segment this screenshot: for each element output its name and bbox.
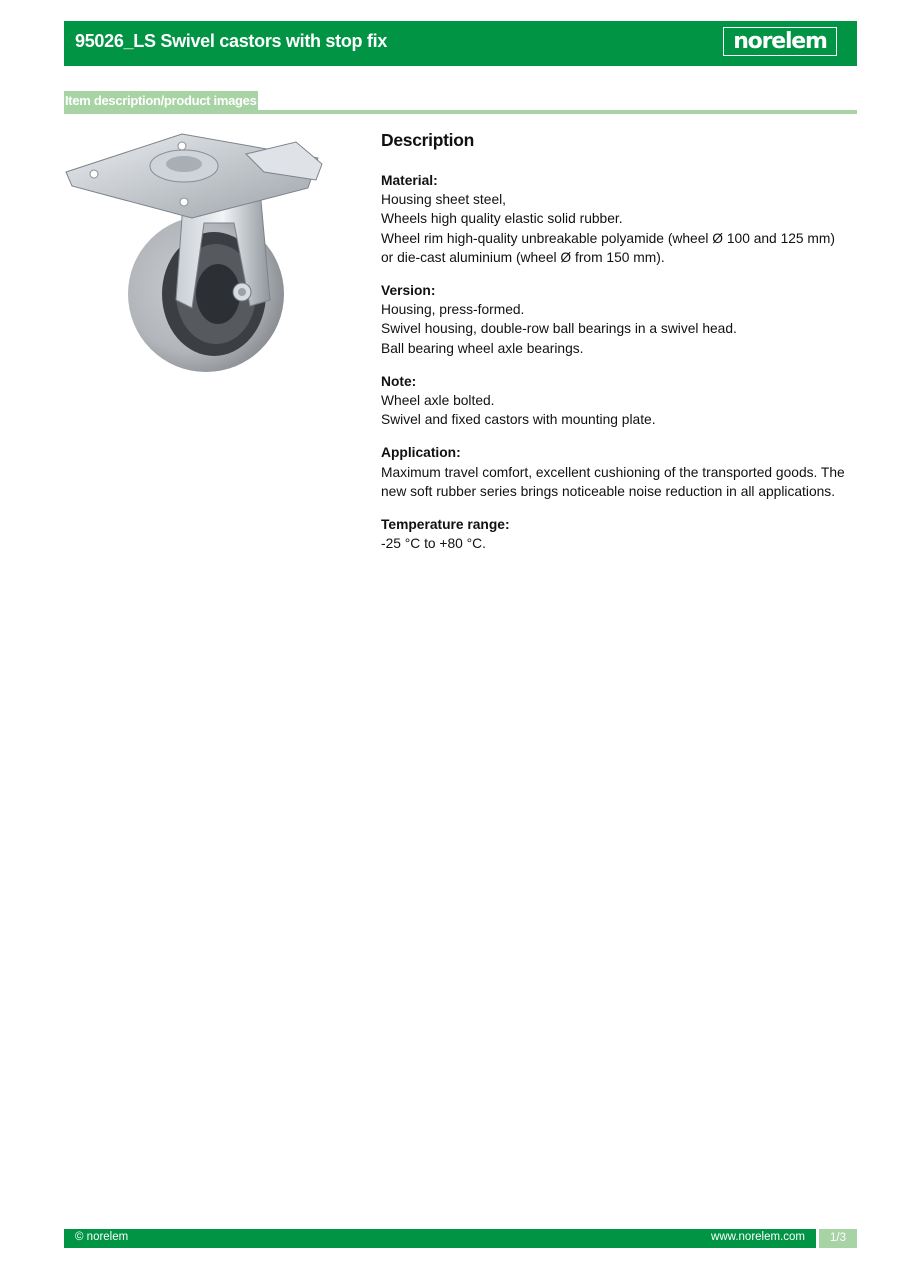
temperature-heading: Temperature range: <box>381 517 510 533</box>
footer-bar <box>64 1229 816 1248</box>
description-heading: Description <box>381 130 474 150</box>
version-line: Housing, press-formed. <box>381 302 525 318</box>
version-line: Ball bearing wheel axle bearings. <box>381 340 584 356</box>
page-footer <box>64 1229 857 1248</box>
document-title: 95026_LS Swivel castors with stop fix <box>75 31 388 51</box>
note-line: Swivel and fixed castors with mounting plate. <box>381 412 656 428</box>
website-link[interactable]: www.norelem.com <box>711 1231 805 1243</box>
version-heading: Version: <box>381 283 436 299</box>
norelem-logo: norelem <box>723 27 837 56</box>
application-heading: Application: <box>381 445 461 461</box>
application-block <box>381 443 851 501</box>
material-block <box>381 171 851 267</box>
note-line: Wheel axle bolted. <box>381 393 495 409</box>
application-line: Maximum travel comfort, excellent cushioning of the transported goods. The new soft rubber series brings noticeable noise reduction in all applications. <box>381 464 845 499</box>
note-heading: Note: <box>381 373 417 389</box>
page-header <box>64 21 857 66</box>
material-line: Wheel rim high-quality unbreakable polyamide (wheel Ø 100 and 125 mm) or die-cast aluminium (wheel Ø from 150 mm). <box>381 230 835 265</box>
section-bar <box>64 91 857 114</box>
section-label: Item description/product images <box>65 93 257 108</box>
version-block <box>381 281 851 358</box>
section-divider <box>64 110 857 114</box>
page-number: 1/3 <box>819 1229 857 1248</box>
version-line: Swivel housing, double-row ball bearings in a swivel head. <box>381 321 737 337</box>
description-section <box>381 128 851 567</box>
note-block <box>381 372 851 430</box>
copyright-text: © norelem <box>75 1231 129 1243</box>
material-line: Housing sheet steel, <box>381 192 507 208</box>
material-line: Wheels high quality elastic solid rubber. <box>381 211 623 227</box>
material-heading: Material: <box>381 173 438 188</box>
temperature-line: -25 °C to +80 °C. <box>381 536 486 552</box>
swivel-castor-image <box>64 128 324 374</box>
temperature-block <box>381 515 851 553</box>
